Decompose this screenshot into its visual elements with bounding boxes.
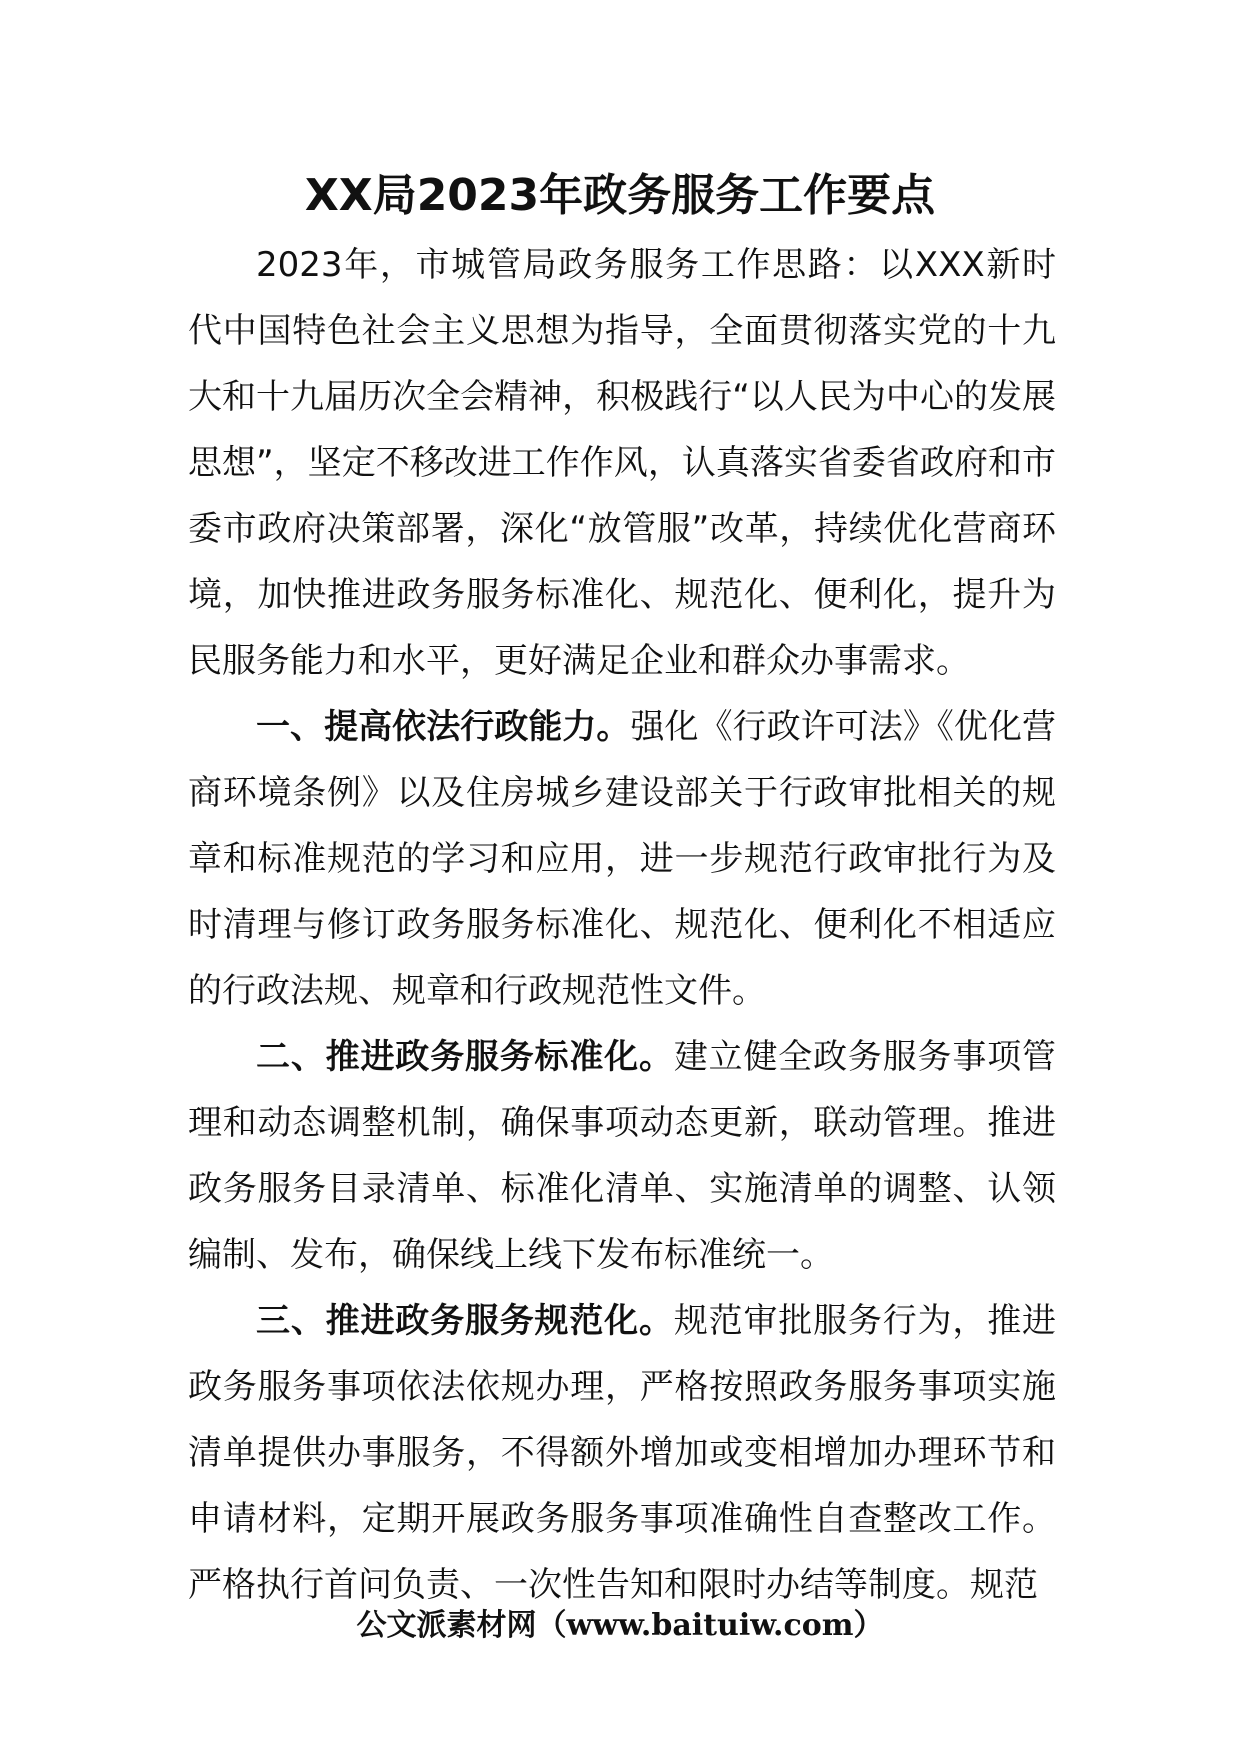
paragraph-section-1	[188, 694, 1056, 1024]
paragraph-text: 强化《行政许可法》《优化营商环境条例》以及住房城乡建设部关于行政审批相关的规章和标准规范的学习和应用，进一步规范行政审批行为及时清理与修订政务服务标准化、规范化、便利化不相适应的行政法规、规章和行政规范性文件。	[188, 707, 1057, 1011]
paragraph-intro	[188, 232, 1056, 694]
paragraph-lead: 二、推进政务服务标准化。	[256, 1037, 674, 1077]
paragraph-lead: 一、提高依法行政能力。	[256, 707, 631, 747]
paragraph-text: 2023年，市城管局政务服务工作思路：以XXX新时代中国特色社会主义思想为指导，全面贯彻落实党的十九大和十九届历次全会精神，积极践行“以人民为中心的发展思想”，坚定不移改进工作作风，认真落实省委省政府和市委市政府决策部署，深化“放管服”改革，持续优化营商环境，加快推进政务服务标准化、规范化、便利化，提升为民服务能力和水平，更好满足企业和群众办事需求。	[188, 245, 1056, 681]
footer-source: 公文派素材网（www.baituiw.com）	[356, 1608, 884, 1643]
paragraph-section-2	[188, 1024, 1056, 1288]
paragraph-section-3	[188, 1288, 1056, 1618]
paragraph-text: 规范审批服务行为，推进政务服务事项依法依规办理，严格按照政务服务事项实施清单提供办事服务，不得额外增加或变相增加办理环节和申请材料，定期开展政务服务事项准确性自查整改工作。严格执行首问负责、一次性告知和限时办结等制度。规范	[188, 1301, 1057, 1605]
document-title: XX局2023年政务服务工作要点	[304, 170, 936, 221]
document-body	[188, 232, 1056, 1618]
paragraph-lead: 三、推进政务服务规范化。	[256, 1301, 674, 1341]
paragraph-text: 建立健全政务服务事项管理和动态调整机制，确保事项动态更新，联动管理。推进政务服务目录清单、标准化清单、实施清单的调整、认领编制、发布，确保线上线下发布标准统一。	[188, 1037, 1057, 1275]
